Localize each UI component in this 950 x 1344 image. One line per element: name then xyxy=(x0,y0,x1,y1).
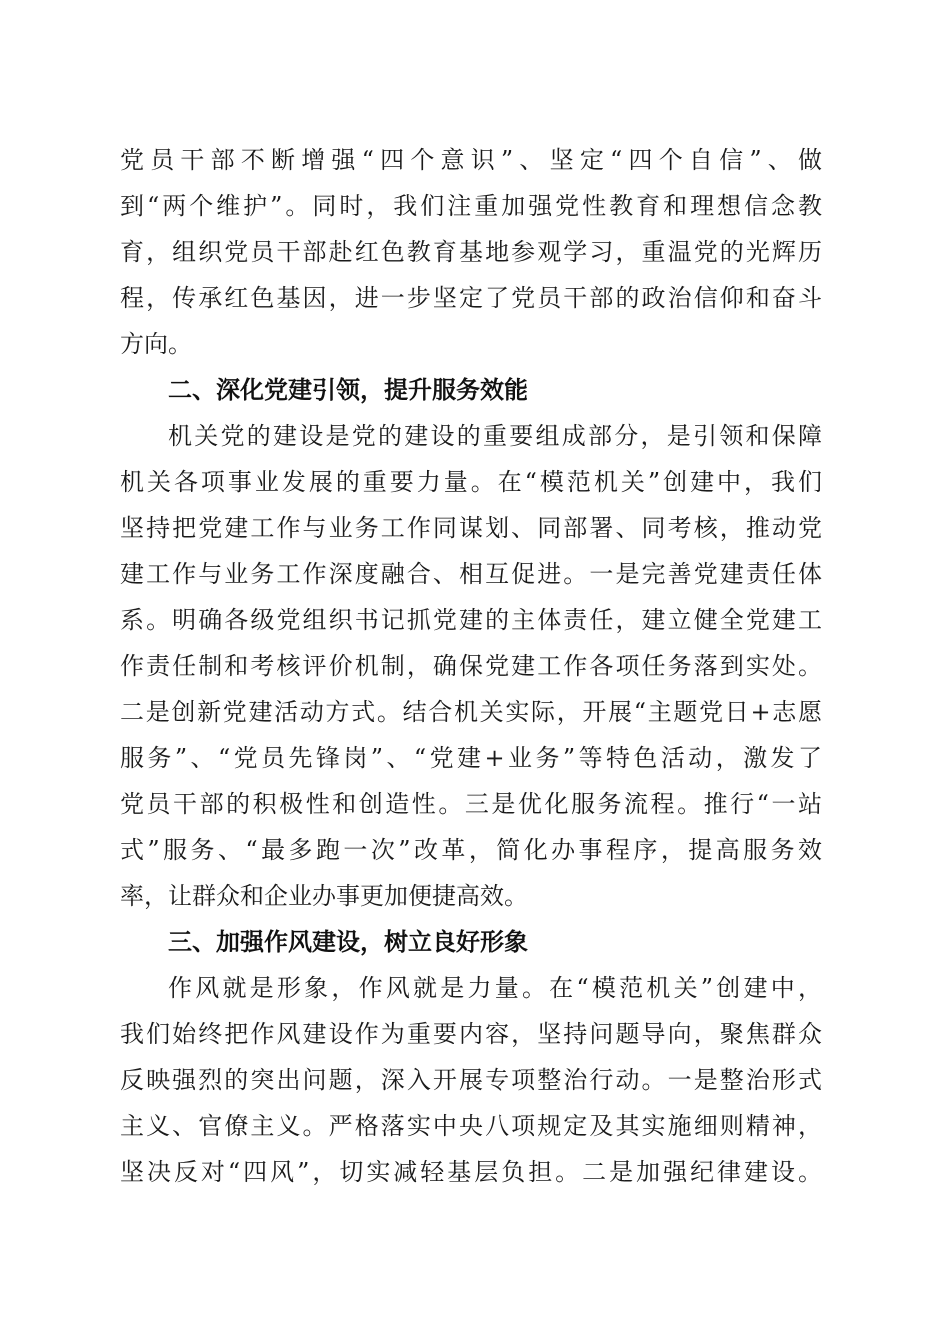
para2-line-1: 机关党的建设是党的建设的重要组成部分，是引领和保障 xyxy=(168,422,822,450)
para2-line-10: 式”服务、“最多跑一次”改革，简化办事程序，提高服务效 xyxy=(120,836,822,864)
para2-line-2: 机关各项事业发展的重要力量。在“模范机关”创建中，我们 xyxy=(120,468,822,496)
section-heading-3: 三、加强作风建设，树立良好形象 xyxy=(168,928,528,956)
para1-line-1: 党员干部不断增强“四个意识”、坚定“四个自信”、做 xyxy=(120,146,822,174)
para3-line-2: 我们始终把作风建设作为重要内容，坚持问题导向，聚焦群众 xyxy=(120,1020,822,1048)
para2-line-11: 率，让群众和企业办事更加便捷高效。 xyxy=(120,882,528,910)
para1-line-3: 育，组织党员干部赴红色教育基地参观学习，重温党的光辉历 xyxy=(120,238,822,266)
para3-line-1: 作风就是形象，作风就是力量。在“模范机关”创建中， xyxy=(168,974,822,1002)
para3-line-5: 坚决反对“四风”，切实减轻基层负担。二是加强纪律建设。 xyxy=(120,1158,822,1186)
para1-line-2: 到“两个维护”。同时，我们注重加强党性教育和理想信念教 xyxy=(120,192,822,220)
para2-line-7: 二是创新党建活动方式。结合机关实际，开展“主题党日+志愿 xyxy=(120,698,822,726)
para2-line-8: 服务”、“党员先锋岗”、“党建+业务”等特色活动，激发了 xyxy=(120,744,822,772)
para2-line-4: 建工作与业务工作深度融合、相互促进。一是完善党建责任体 xyxy=(120,560,822,588)
para1-line-5: 方向。 xyxy=(120,330,192,358)
para2-line-3: 坚持把党建工作与业务工作同谋划、同部署、同考核，推动党 xyxy=(120,514,822,542)
para2-line-9: 党员干部的积极性和创造性。三是优化服务流程。推行“一站 xyxy=(120,790,822,818)
para2-line-6: 作责任制和考核评价机制，确保党建工作各项任务落到实处。 xyxy=(120,652,822,680)
para2-line-5: 系。明确各级党组织书记抓党建的主体责任，建立健全党建工 xyxy=(120,606,822,634)
para3-line-4: 主义、官僚主义。严格落实中央八项规定及其实施细则精神， xyxy=(120,1112,822,1140)
para3-line-3: 反映强烈的突出问题，深入开展专项整治行动。一是整治形式 xyxy=(120,1066,822,1094)
section-heading-2: 二、深化党建引领，提升服务效能 xyxy=(168,376,528,404)
para1-line-4: 程，传承红色基因，进一步坚定了党员干部的政治信仰和奋斗 xyxy=(120,284,822,312)
